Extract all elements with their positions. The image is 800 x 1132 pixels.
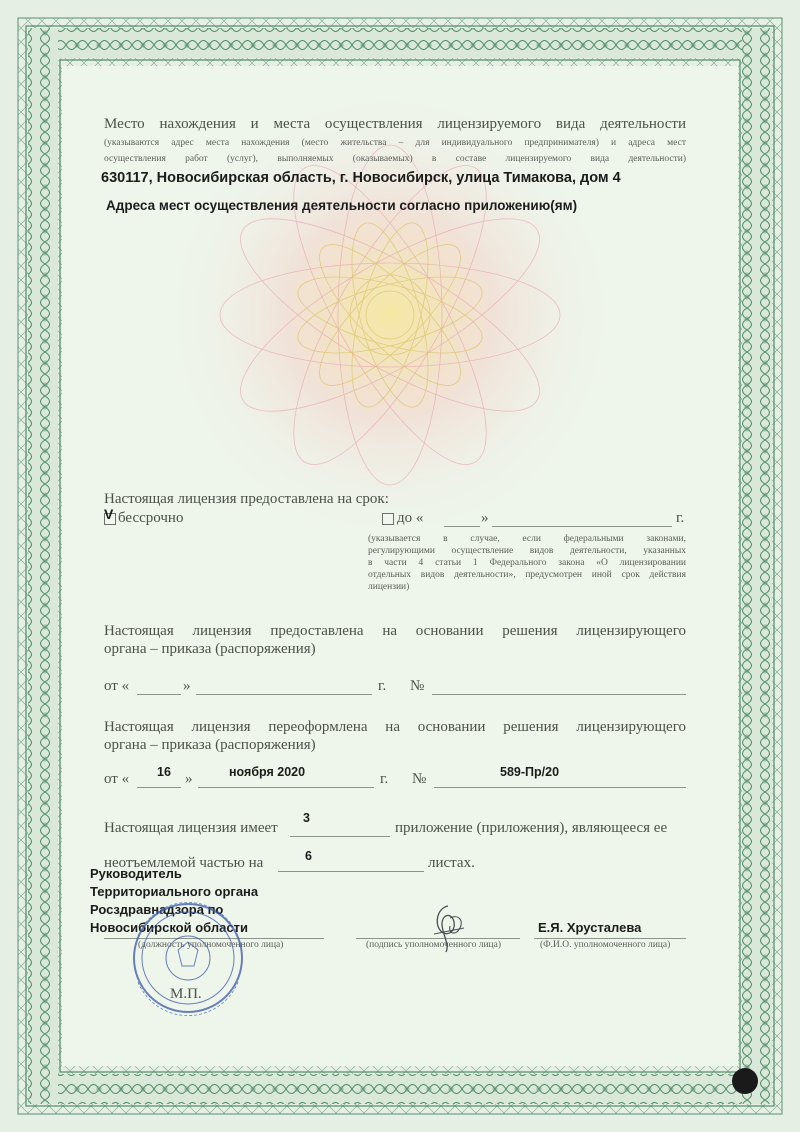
- reissued-text-line2: органа – приказа (распоряжения): [104, 737, 316, 753]
- term-note-line3: в части 4 статьи 1 Федерального закона «О лицензировании: [368, 558, 686, 568]
- position-caption: (должность уполномоченного лица): [138, 940, 284, 950]
- location-note-line2: осуществления работ (услуг), выполняемых (оказываемых) в составе лицензируемого вида деятельности): [104, 154, 686, 164]
- indefinite-check-mark: V: [104, 506, 114, 522]
- until-checkbox: [382, 513, 394, 525]
- appendix-sheets-line: [278, 871, 424, 872]
- signer-title-line3: Росздравнадзора по: [90, 902, 224, 917]
- term-note-line1: (указывается в случае, если федеральными законами,: [368, 534, 686, 544]
- term-note-line2: регулирующими осуществление видов деятельности, указанных: [368, 546, 686, 556]
- signer-title-line1: Руководитель: [90, 866, 182, 881]
- handwritten-signature: [420, 898, 480, 958]
- signer-name: Е.Я. Хрусталева: [538, 920, 642, 935]
- granted-text-line1: Настоящая лицензия предоставлена на основании решения лицензирующего: [104, 623, 686, 639]
- granted-quote-close: »: [183, 678, 191, 694]
- name-line: [534, 938, 686, 939]
- signature-caption: (подпись уполномоченного лица): [366, 940, 502, 950]
- reissued-number: 589-Пр/20: [500, 765, 560, 779]
- until-year-suffix: г.: [676, 510, 685, 526]
- stamp-place: М.П.: [170, 986, 202, 1002]
- until-prefix: до «: [397, 510, 424, 526]
- appendix-count: 3: [303, 811, 310, 825]
- granted-number-prefix: №: [410, 678, 425, 694]
- granted-date-line: [196, 694, 372, 695]
- reissued-from-prefix: от «: [104, 771, 130, 787]
- license-address: 630117, Новосибирская область, г. Новосибирск, улица Тимакова, дом 4: [101, 170, 621, 186]
- reissued-date-line: [198, 787, 374, 788]
- appendix-sheets: 6: [305, 849, 312, 863]
- reissued-day: 16: [157, 765, 171, 779]
- appendix-sheets-prefix: неотъемлемой частью на: [104, 855, 264, 871]
- reissued-month-year: ноября 2020: [229, 765, 306, 779]
- until-day-line: [444, 526, 480, 527]
- granted-from-prefix: от «: [104, 678, 130, 694]
- reissued-number-line: [434, 787, 686, 788]
- reissued-number-prefix: №: [412, 771, 427, 787]
- indefinite-label: бессрочно: [118, 510, 184, 526]
- signer-title-line2: Территориального органа: [90, 884, 259, 899]
- reissued-text-line1: Настоящая лицензия переоформлена на основании решения лицензирующего: [104, 719, 686, 735]
- location-heading: Место нахождения и места осуществления лицензируемого вида деятельности: [104, 116, 686, 132]
- reissued-day-line: [137, 787, 181, 788]
- granted-year-suffix: г.: [378, 678, 387, 694]
- until-date-line: [492, 526, 672, 527]
- addresses-note: Адреса мест осуществления деятельности согласно приложению(ям): [106, 198, 578, 213]
- punch-hole: [732, 1068, 758, 1094]
- until-quote: »: [481, 510, 489, 526]
- location-note-line1: (указываются адрес места нахождения (место жительства – для индивидуального предпринимателя) и адреса мест: [104, 138, 686, 148]
- reissued-quote-close: »: [185, 771, 193, 787]
- term-label: Настоящая лицензия предоставлена на срок:: [104, 491, 389, 507]
- granted-day-line: [137, 694, 181, 695]
- appendix-text-suffix: приложение (приложения), являющееся ее: [395, 820, 668, 836]
- term-note-line5: лицензии): [368, 582, 410, 592]
- appendix-count-line: [290, 836, 390, 837]
- appendix-text-prefix: Настоящая лицензия имеет: [104, 820, 278, 836]
- name-caption: (Ф.И.О. уполномоченного лица): [540, 940, 671, 950]
- granted-text-line2: органа – приказа (распоряжения): [104, 641, 316, 657]
- appendix-sheets-suffix: листах.: [428, 855, 475, 871]
- granted-number-line: [432, 694, 686, 695]
- reissued-year-suffix: г.: [380, 771, 389, 787]
- signer-title-line4: Новосибирской области: [90, 920, 248, 935]
- term-note-line4: отдельных видов деятельности», предусмотрен иной срок действия: [368, 570, 686, 580]
